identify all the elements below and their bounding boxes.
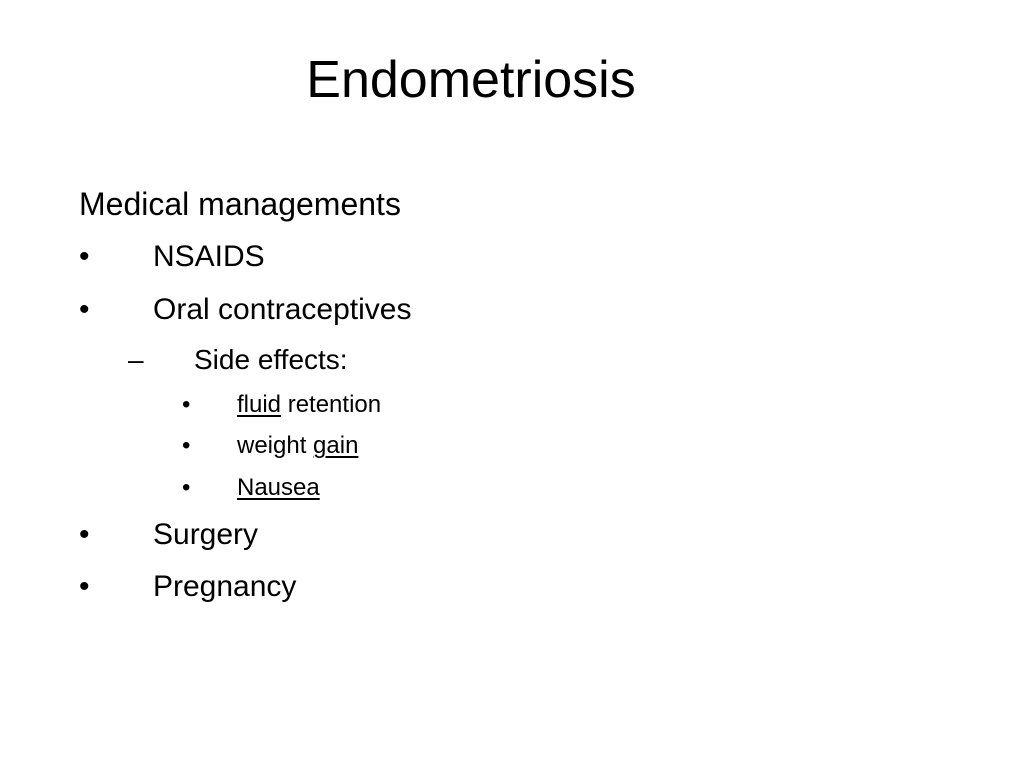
- list-item-label: NSAIDS: [153, 240, 265, 273]
- gain-link[interactable]: gain: [313, 432, 359, 459]
- list-item-label: Side effects:: [194, 344, 348, 375]
- list-item-label: [237, 390, 381, 420]
- list-item-label: [237, 431, 358, 461]
- slide-title: Endometriosis: [306, 51, 636, 109]
- bullet-marker: •: [182, 432, 191, 459]
- list-item-label: Pregnancy: [153, 570, 297, 603]
- list-item-label: Surgery: [153, 518, 259, 551]
- bullet-marker: •: [79, 240, 90, 273]
- fluid-link[interactable]: fluid: [237, 391, 282, 418]
- intro-text: Medical managements: [79, 186, 401, 222]
- dash-marker: –: [128, 344, 144, 375]
- nausea-link[interactable]: Nausea: [237, 474, 320, 501]
- list-item-label: Oral contraceptives: [153, 293, 412, 326]
- retention-text: retention: [281, 391, 382, 418]
- bullet-marker: •: [79, 518, 90, 551]
- bullet-marker: •: [79, 570, 90, 603]
- bullet-marker: •: [182, 391, 191, 418]
- weight-text: weight: [237, 432, 314, 459]
- bullet-marker: •: [79, 293, 90, 326]
- bullet-marker: •: [182, 474, 191, 501]
